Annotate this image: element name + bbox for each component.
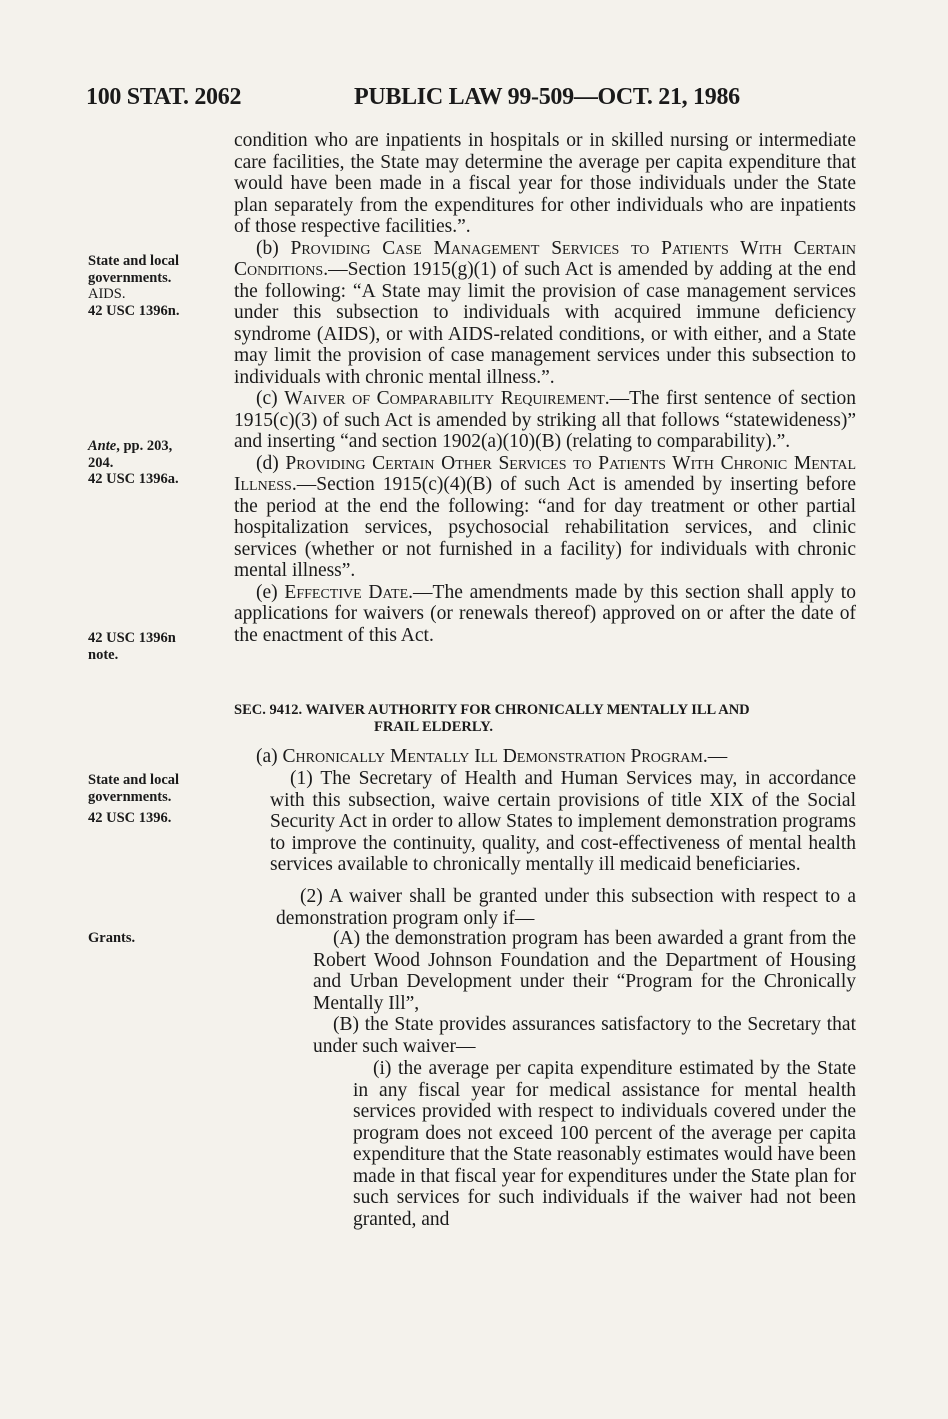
margin-note-ante <box>88 438 218 488</box>
margin-line: 42 USC 1396n <box>88 630 176 646</box>
paragraph-1 <box>270 768 856 876</box>
paragraph-1-text: (1) The Secretary of Health and Human Services may, in accordance with this subsection, waive certain provisions of title XIX of the Social Security Act in order to allow States to implement demonstration programs to improve the continuity, quality, and cost-effectiveness of mental health services available to chronically mentally ill medicaid beneficiaries. <box>270 768 856 875</box>
section-heading-line1: SEC. 9412. WAIVER AUTHORITY FOR CHRONICALLY MENTALLY ILL AND <box>234 702 750 718</box>
margin-line: Grants. <box>88 930 136 946</box>
margin-note-grants <box>88 930 218 947</box>
public-law-title: PUBLIC LAW 99-509—OCT. 21, 1986 <box>354 84 740 110</box>
subsection-text: —Section 1915(c)(4)(B) of such Act is amended by inserting before the period at the end the following: “and for day treatment or other partial hospitalization services, psychosocial rehabilitation services, and clinic services (whether or not furnished in a facility) for individuals with chronic mental illness”. <box>234 474 856 581</box>
margin-line: governments. <box>88 788 172 805</box>
body-text <box>234 130 856 646</box>
subsection-text: —Section 1915(g)(1) of such Act is amended by adding at the end the following: “A State may limit the provision of case management services under this subsection to individuals with acquired immune deficiency syndrome (AIDS), or with AIDS-related conditions, or with either, and a State may limit the provision of case management services under this subsection to individuals with chronic mental illness.”. <box>234 259 856 388</box>
margin-ante-word: Ante <box>88 438 117 454</box>
subsection-label: (b) <box>256 237 291 259</box>
margin-line: State and local <box>88 253 180 269</box>
subsection-a-heading <box>234 746 856 768</box>
margin-line: State and local <box>88 772 180 788</box>
subsection-label: (c) <box>256 388 285 409</box>
section-heading-line2: FRAIL ELDERLY. <box>374 719 494 735</box>
paragraph-i <box>353 1058 856 1230</box>
subsection-e <box>234 582 856 647</box>
margin-line: 204. <box>88 454 114 471</box>
subsection-b <box>234 238 856 389</box>
margin-line: note. <box>88 646 119 663</box>
paragraph-A-text: (A) the demonstration program has been awarded a grant from the Robert Wood Johnson Foundation and the Department of Housing and Urban Development under their “Program for the Chronically Mentally Ill”, <box>313 928 856 1014</box>
dash: — <box>707 746 728 767</box>
subsection-heading: Providing Certain Other Services to Patients With Chronic Mental Illness. <box>234 452 856 495</box>
subsection-text: —The first sentence of section 1915(c)(3) of such Act is amended by striking all that follows “statewideness)” and inserting “and section 1902(a)(10)(B) (relating to comparability).”. <box>234 388 856 452</box>
paragraph-2 <box>234 886 856 929</box>
margin-note-1396n-note <box>88 630 218 663</box>
paragraph-B <box>313 1014 856 1057</box>
margin-note-state-local-aids <box>88 253 218 319</box>
paragraph-i-text: (i) the average per capita expenditure estimated by the State in any fiscal year for medical assistance for mental health services provided with respect to individuals covered under the program does not exceed 100 percent of the average per capita expenditure that the State reasonably estimates would have been made in that fiscal year for expenditures under the State plan for such services for such individuals if the waiver had not been granted, and <box>353 1058 856 1230</box>
subsection-d <box>234 453 856 582</box>
margin-line: 42 USC 1396n. <box>88 302 180 319</box>
subsection-text: —The amendments made by this section shall apply to applications for waivers (or renewals thereof) approved on or after the date of the enactment of this Act. <box>234 581 856 646</box>
subsection-label: (d) <box>256 452 286 474</box>
margin-ante-pages: , pp. 203, <box>116 438 173 454</box>
margin-line: governments. <box>88 269 172 286</box>
paragraph-A <box>313 928 856 1014</box>
subsection-heading: Effective Date. <box>284 581 414 603</box>
margin-note-state-local <box>88 772 218 805</box>
subsection-label: (a) <box>256 746 283 767</box>
intro-paragraph: condition who are inpatients in hospitals or in skilled nursing or intermediate care facilities, the State may determine the average per capita expenditure that would have been made in a fiscal year for those individuals under the State plan separately from the expenditures for other individuals who are inpatients of those respective facilities.”. <box>234 130 856 237</box>
margin-note-1396 <box>88 810 218 827</box>
subsection-heading: Chronically Mentally Ill Demonstration Program. <box>282 746 708 767</box>
paragraph-2-text: (2) A waiver shall be granted under this subsection with respect to a demonstration program only if— <box>276 886 856 929</box>
stat-citation: 100 STAT. 2062 <box>86 84 242 110</box>
subsection-heading: Waiver of Comparability Requirement. <box>284 388 610 409</box>
paragraph-B-text: (B) the State provides assurances satisfactory to the Secretary that under such waiver— <box>313 1014 856 1057</box>
section-heading <box>234 702 856 736</box>
subsection-label: (e) <box>256 581 285 603</box>
margin-line: 42 USC 1396a. <box>88 471 179 487</box>
margin-line: AIDS. <box>88 286 126 302</box>
subsection-c <box>234 388 856 453</box>
margin-line: 42 USC 1396. <box>88 810 172 826</box>
subsection-heading: Providing Case Management Services to Patients With Certain Conditions. <box>234 237 856 280</box>
